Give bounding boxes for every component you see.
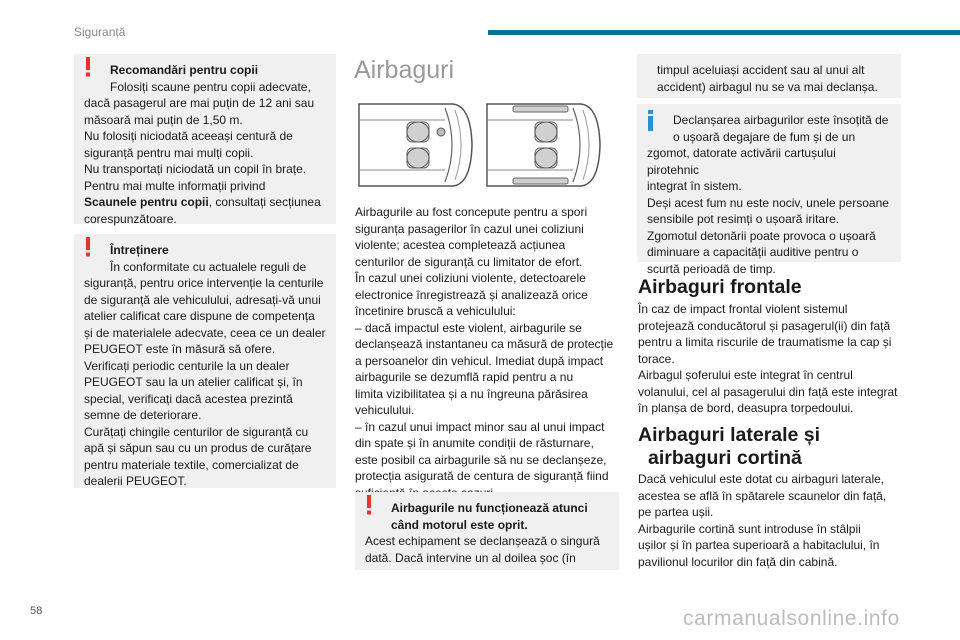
- box-body: siguranță, pentru orice intervenție la centurile de siguranță ale vehiculului, adresați-vă unui atelier calificat care dispune de competența și de materialele adecvate, ceea ce un dealer PEUGEOT este în măsură să ofere. Verificați periodic centurile la un dealer PEUGEOT sau la un atelier calificat și, în special, verificați dacă acestea prezintă semne de deteriorare. Curățați chingile centurilor de siguranță cu apă și săpun sau cu un produs de curățare pentru materiale textile, comercializat de dealerii PEUGEOT.: [84, 276, 326, 488]
- deployment-info-box: [637, 104, 901, 276]
- box-title: Întreținere: [110, 243, 169, 257]
- box-body-after: , consultați secțiunea corespunzătoare.: [84, 195, 321, 226]
- side-airbags-text: [638, 471, 904, 570]
- frontal-body: În caz de impact frontal violent sistemul protejează conducătorul și pasagerul(ii) din față pentru a limita riscurile de traumatisme la cap și torace. Airbagul șoferului este integrat în centrul volanului, cel al pasagerului din față este integrat în planșa de bord, deasupra torpedoului.: [638, 302, 898, 415]
- airbags-intro-text: [355, 204, 621, 501]
- lateral-body: Dacă vehiculul este dotat cu airbaguri laterale, acestea se află în spătarele scaunelor din față, pe partea ușii. Airbagurile cortină sunt introduse în stâlpii ușilor și în partea superioară a habitaclului, în pavilionul locurilor din față din cabină.: [638, 472, 887, 569]
- box-first-line: În conformitate cu actualele reguli de: [110, 259, 307, 274]
- van-top-view-image: [483, 100, 601, 190]
- child-recommendations-box: [74, 54, 336, 224]
- child-seats-reference: Scaunele pentru copii: [84, 195, 209, 209]
- frontal-airbags-text: [638, 301, 904, 417]
- site-watermark: carmanualsonline.info: [683, 607, 900, 630]
- heading-line-1: Airbaguri laterale și: [638, 424, 821, 446]
- heading-line-2: airbaguri cortină: [648, 447, 802, 469]
- page-number: 58: [30, 605, 43, 617]
- box-body: timpul aceluiași accident sau al unui alt accident) airbagul nu se va mai declanșa.: [657, 63, 878, 94]
- intro-body: Airbagurile au fost concepute pentru a spori siguranța pasagerilor în cazul unei coliziuni violente; acestea completează acțiunea centurilor de siguranță cu limitator de efort. În cazul unei coliziuni violente, detectoarele electronice înregistrează și analizează orice încetinire bruscă a vehiculului: – dacă impactul este violent, airbagurile se declanșează instantaneu ca măsură de protecție a persoanelor din vehicul. Imediat după impact airbagurile se dezumflă rapid pentru a nu limita vizibilitatea și a nu îngreuna părăsirea vehiculului. – în cazul unui impact minor sau al unui impact din spate și în anumite condiții de răsturnare, este posibil ca airbagurile să nu se declanșeze, protecția asigurată de centura de siguranță fiind: [355, 205, 614, 483]
- van-top-view-image: [355, 100, 473, 190]
- airbags-engine-off-box: [355, 492, 619, 570]
- heading-frontal-airbags: Airbaguri frontale: [638, 276, 802, 298]
- box-body: Acest echipament se declanșează o singură dată. Dacă intervine un al doilea șoc (în: [365, 534, 600, 565]
- continued-warning-box: [637, 54, 901, 98]
- running-header-title: Siguranță: [74, 25, 126, 39]
- section-heading-airbaguri: Airbaguri: [354, 56, 455, 84]
- box-body: dacă pasagerul are mai puțin de 12 ani sau măsoară mai puțin de 1,50 m. Nu folosiți niciodată aceeași centură de siguranță pentru mai mulți copii. Nu transportați niciodată un copil în brațe. Pentru mai multe informații privind: [84, 96, 315, 193]
- box-first-line: Folosiți scaune pentru copii adecvate,: [110, 79, 311, 94]
- box-title: Recomandări pentru copii: [110, 63, 259, 77]
- heading-side-curtain-airbags: [638, 424, 820, 470]
- box-title: Airbagurile nu funcționează atunci când motorul este oprit.: [391, 501, 588, 532]
- box-body: zgomot, datorate activării cartușului pirotehnic integrat în sistem. Deși acest fum nu este nociv, unele persoane sensibile pot resimți o ușoară iritare. Zgomotul detonării poate provoca o ușoară diminuare a capacității auditive pentru o scurtă perioadă de timp.: [647, 146, 889, 276]
- maintenance-box: [74, 234, 336, 488]
- header-accent-bar: [488, 30, 960, 35]
- box-first-lines: Declanșarea airbagurilor este însoțită de o ușoară degajare de fum și de un: [673, 113, 889, 144]
